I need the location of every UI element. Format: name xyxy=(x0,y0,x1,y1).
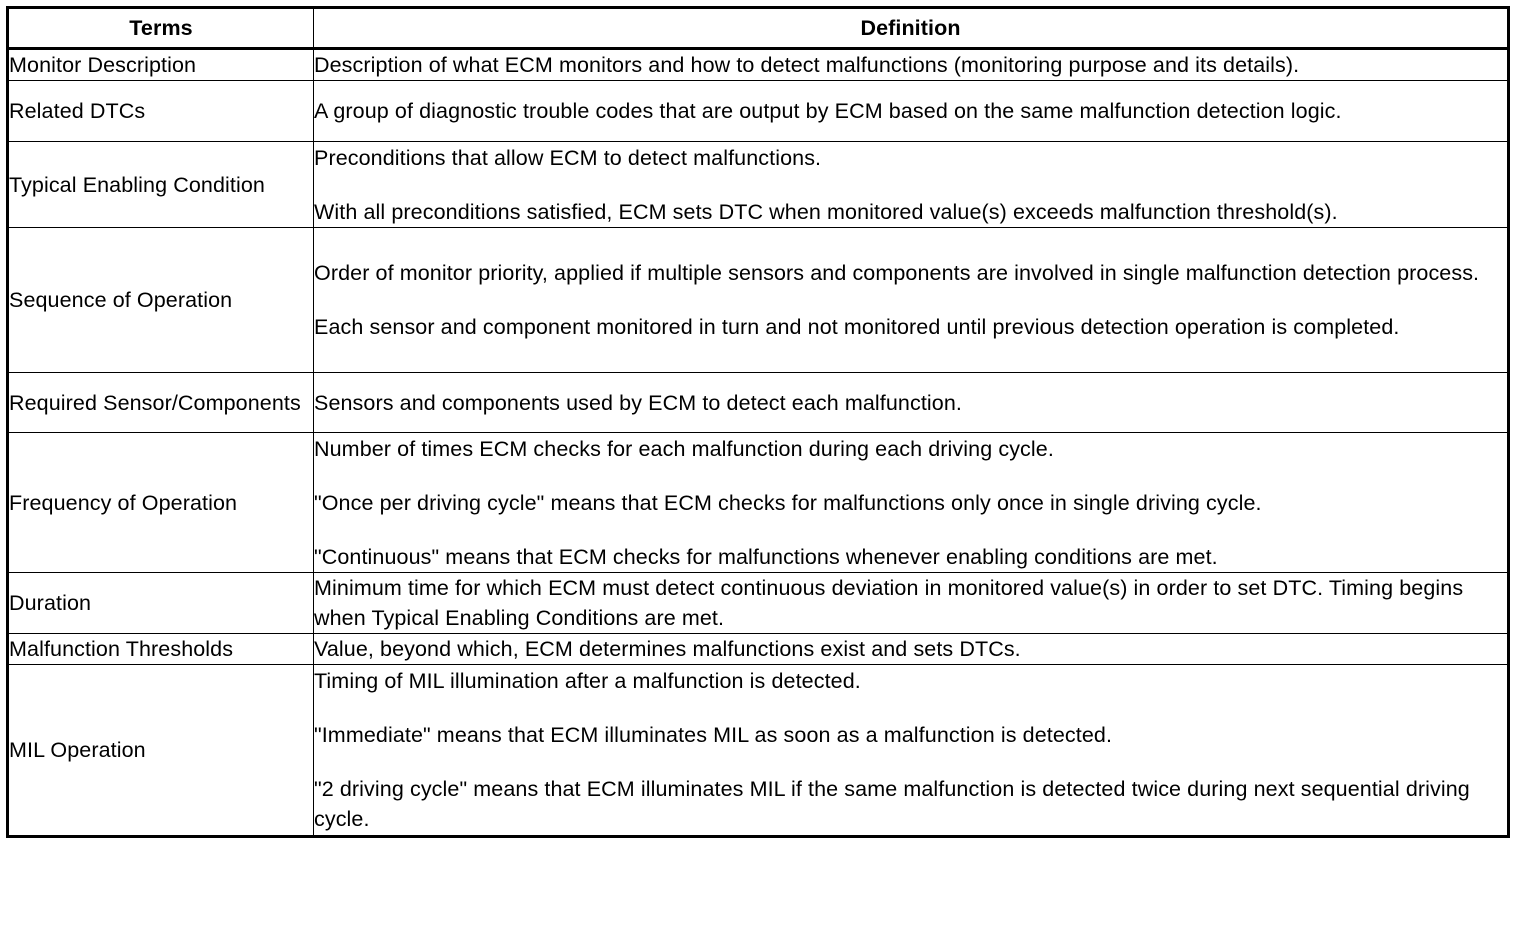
definition-cell xyxy=(314,373,1509,433)
definition-cell xyxy=(314,49,1509,81)
definition-paragraph: With all preconditions satisfied, ECM sets DTC when monitored value(s) exceeds malfunction threshold(s). xyxy=(314,199,1338,224)
definition-paragraph: A group of diagnostic trouble codes that are output by ECM based on the same malfunction detection logic. xyxy=(314,99,1342,123)
table-row xyxy=(8,373,1509,433)
definition-column-header: Definition xyxy=(314,8,1509,49)
term-cell: Related DTCs xyxy=(8,81,314,142)
term-cell: Typical Enabling Condition xyxy=(8,142,314,228)
definition-cell xyxy=(314,228,1509,373)
table-row xyxy=(8,81,1509,142)
definition-cell xyxy=(314,665,1509,837)
term-cell: MIL Operation xyxy=(8,665,314,837)
definition-cell xyxy=(314,634,1509,665)
definition-paragraph: "Continuous" means that ECM checks for malfunctions whenever enabling conditions are met. xyxy=(314,544,1218,569)
definition-paragraph: "Immediate" means that ECM illuminates MIL as soon as a malfunction is detected. xyxy=(314,723,1113,747)
definition-paragraph: Number of times ECM checks for each malfunction during each driving cycle. xyxy=(314,436,1054,461)
term-cell: Duration xyxy=(8,573,314,634)
term-cell: Sequence of Operation xyxy=(8,228,314,373)
definition-paragraph: Order of monitor priority, applied if multiple sensors and components are involved in single malfunction detection process. xyxy=(314,261,1480,285)
definition-cell xyxy=(314,433,1509,573)
terms-column-header: Terms xyxy=(8,8,314,49)
definition-paragraph: Timing of MIL illumination after a malfunction is detected. xyxy=(314,669,861,693)
table-header-row xyxy=(8,8,1509,49)
definition-paragraph: "Once per driving cycle" means that ECM checks for malfunctions only once in single driving cycle. xyxy=(314,490,1262,515)
definition-cell xyxy=(314,573,1509,634)
term-cell: Monitor Description xyxy=(8,49,314,81)
term-cell: Malfunction Thresholds xyxy=(8,634,314,665)
definition-paragraph: Each sensor and component monitored in turn and not monitored until previous detection operation is completed. xyxy=(314,315,1400,339)
definition-paragraph: Sensors and components used by ECM to detect each malfunction. xyxy=(314,390,962,415)
definition-cell xyxy=(314,142,1509,228)
definition-paragraph: Preconditions that allow ECM to detect malfunctions. xyxy=(314,145,822,170)
table-row xyxy=(8,49,1509,81)
table-row xyxy=(8,228,1509,373)
terms-definition-table xyxy=(6,6,1510,838)
definition-paragraph: Minimum time for which ECM must detect continuous deviation in monitored value(s) in order to set DTC. Timing begins when Typical Enabling Conditions are met. xyxy=(314,576,1464,630)
definition-paragraph: Description of what ECM monitors and how to detect malfunctions (monitoring purpose and its details). xyxy=(314,53,1300,77)
term-cell: Required Sensor/Components xyxy=(8,373,314,433)
term-cell: Frequency of Operation xyxy=(8,433,314,573)
table-row xyxy=(8,634,1509,665)
definition-cell xyxy=(314,81,1509,142)
table-row xyxy=(8,433,1509,573)
table-row xyxy=(8,142,1509,228)
table-row xyxy=(8,573,1509,634)
definition-paragraph: "2 driving cycle" means that ECM illuminates MIL if the same malfunction is detected twice during next sequential driving cycle. xyxy=(314,777,1470,831)
table-row xyxy=(8,665,1509,837)
definition-paragraph: Value, beyond which, ECM determines malfunctions exist and sets DTCs. xyxy=(314,637,1021,661)
